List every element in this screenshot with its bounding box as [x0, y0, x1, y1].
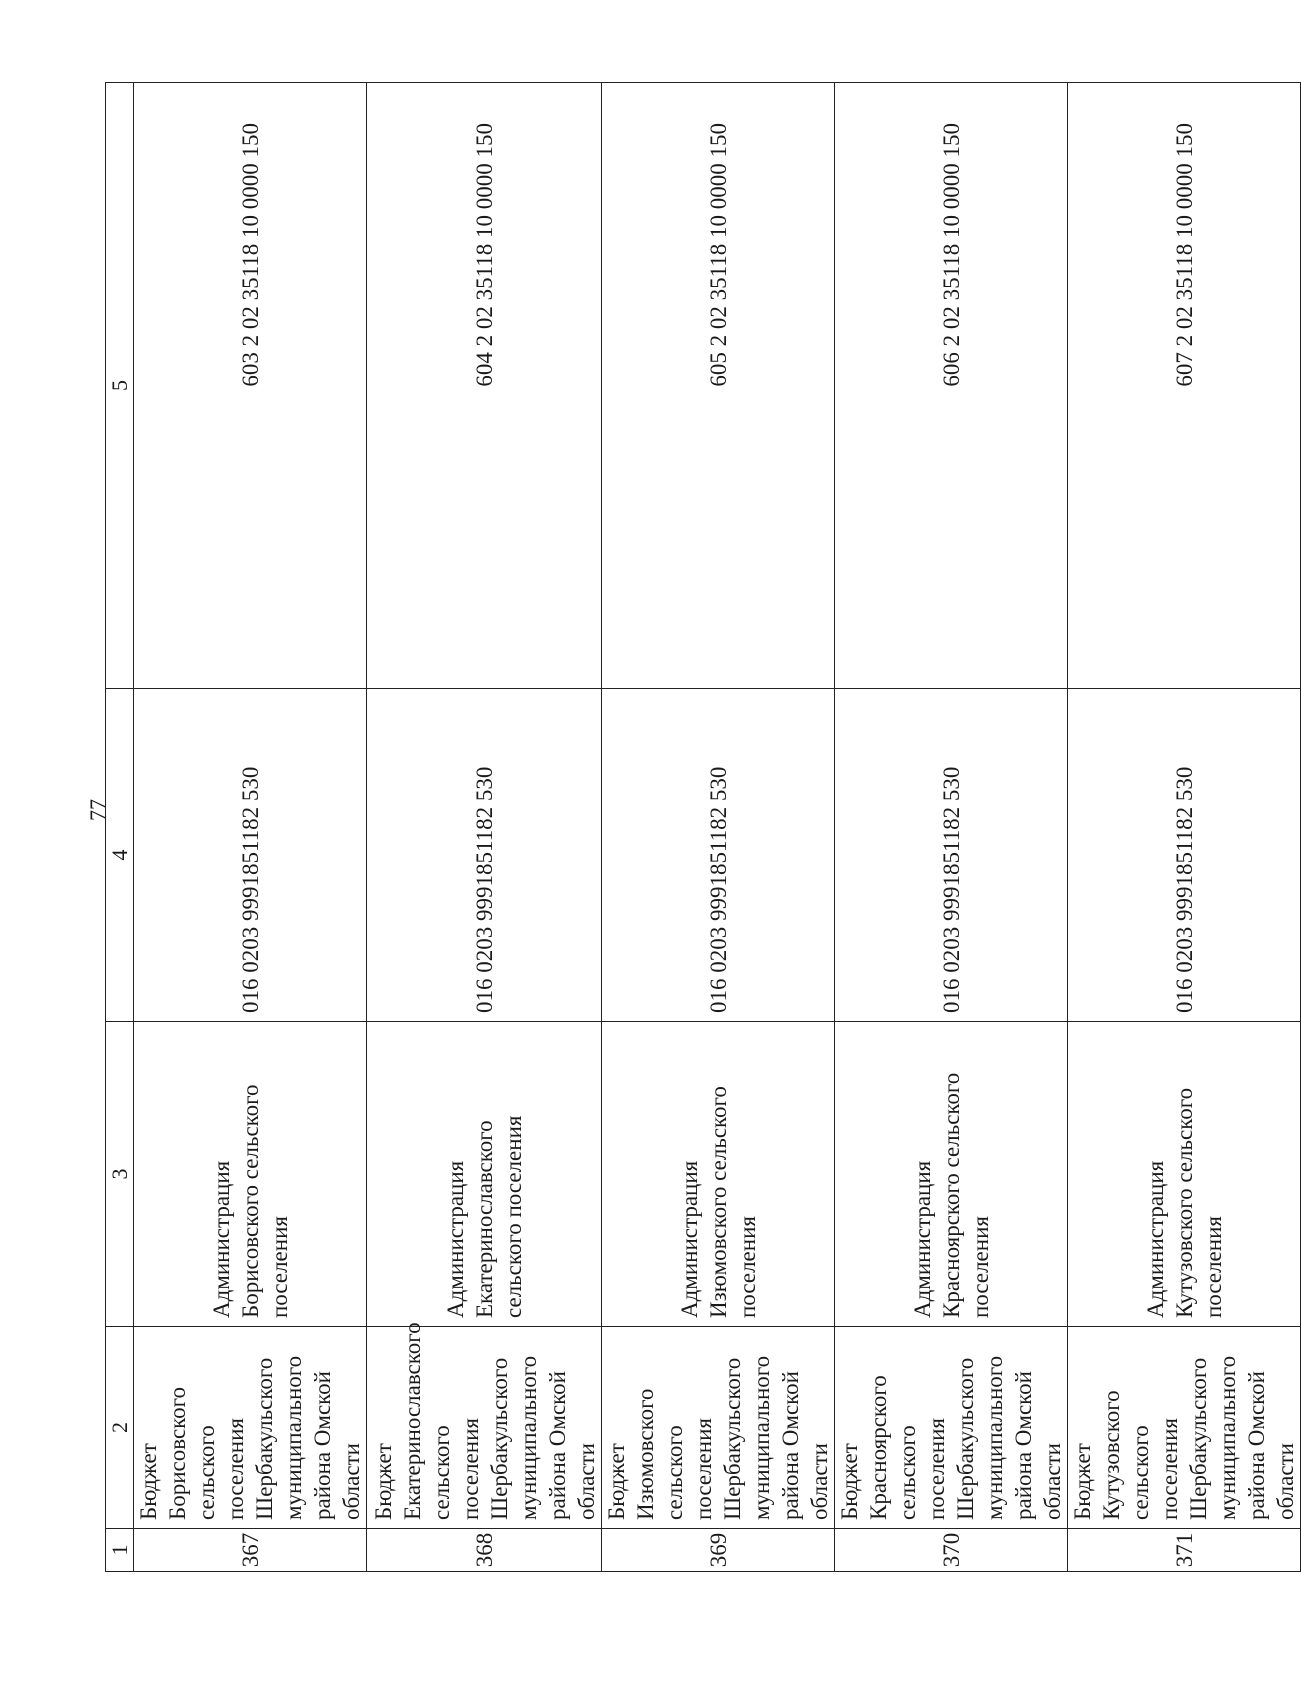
budget-name: Бюджет Красноярского сельского поселения Шербакульского муниципального района Омской области — [835, 1327, 1068, 1529]
header-row — [106, 83, 134, 1572]
revenue-code: 607 2 02 35118 10 0000 150 — [1068, 83, 1301, 689]
row-number: 368 — [367, 1529, 602, 1572]
administration-name: Администрация Красноярского сельского поселения — [835, 1022, 1068, 1327]
row-number: 371 — [1068, 1529, 1301, 1572]
row-number: 370 — [835, 1529, 1068, 1572]
budget-name: Бюджет Борисовского сельского поселения Шербакульского муниципального района Омской области — [134, 1327, 367, 1529]
budget-name: Бюджет Изюмовского сельского поселения Шербакульского муниципального района Омской области — [602, 1327, 835, 1529]
budget-table — [105, 82, 1301, 1572]
header-cell: 1 — [106, 1529, 134, 1572]
header-cell: 2 — [106, 1327, 134, 1529]
header-cell: 5 — [106, 83, 134, 689]
revenue-code: 604 2 02 35118 10 0000 150 — [367, 83, 602, 689]
rotated-table-container — [105, 83, 1298, 1572]
administration-name: Администрация Борисовского сельского поселения — [134, 1022, 367, 1327]
revenue-code: 606 2 02 35118 10 0000 150 — [835, 83, 1068, 689]
table-row — [835, 83, 1068, 1572]
expense-code: 016 0203 9991851182 530 — [134, 689, 367, 1022]
expense-code: 016 0203 9991851182 530 — [367, 689, 602, 1022]
expense-code: 016 0203 9991851182 530 — [1068, 689, 1301, 1022]
administration-name: Администрация Екатеринославского сельского поселения — [367, 1022, 602, 1327]
page-number: 77 — [85, 799, 110, 821]
budget-name: Бюджет Екатеринославского сельского поселения Шербакульского муниципального района Омской области — [367, 1327, 602, 1529]
revenue-code: 603 2 02 35118 10 0000 150 — [134, 83, 367, 689]
row-number: 367 — [134, 1529, 367, 1572]
expense-code: 016 0203 9991851182 530 — [602, 689, 835, 1022]
administration-name: Администрация Кутузовского сельского поселения — [1068, 1022, 1301, 1327]
table-row — [602, 83, 835, 1572]
budget-name: Бюджет Кутузовского сельского поселения Шербакульского муниципального района Омской области — [1068, 1327, 1301, 1529]
table-row — [367, 83, 602, 1572]
header-cell: 4 — [106, 689, 134, 1022]
revenue-code: 605 2 02 35118 10 0000 150 — [602, 83, 835, 689]
expense-code: 016 0203 9991851182 530 — [835, 689, 1068, 1022]
table-row — [1068, 83, 1301, 1572]
header-cell: 3 — [106, 1022, 134, 1327]
administration-name: Администрация Изюмовского сельского поселения — [602, 1022, 835, 1327]
row-number: 369 — [602, 1529, 835, 1572]
table-row — [134, 83, 367, 1572]
